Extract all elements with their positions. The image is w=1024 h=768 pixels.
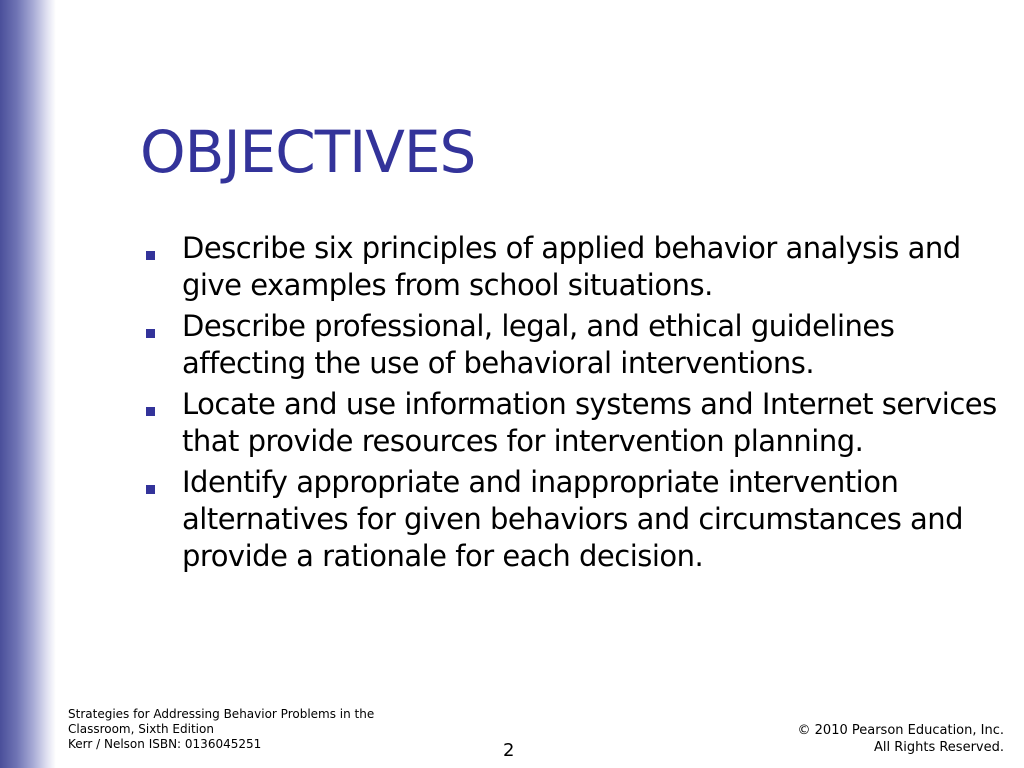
footer-book-info bbox=[68, 707, 374, 752]
objective-item-1 bbox=[140, 230, 1000, 304]
objective-item-4 bbox=[140, 464, 1000, 575]
slide-title: OBJECTIVES bbox=[140, 118, 476, 186]
square-bullet-icon bbox=[146, 485, 155, 494]
objective-item-3 bbox=[140, 386, 1000, 460]
page-number: 2 bbox=[503, 740, 515, 761]
footer-book-line: Classroom, Sixth Edition bbox=[68, 722, 214, 736]
square-bullet-icon bbox=[146, 329, 155, 338]
footer-copyright bbox=[798, 722, 1004, 756]
square-bullet-icon bbox=[146, 251, 155, 260]
copyright-line: © 2010 Pearson Education, Inc. bbox=[797, 723, 1004, 738]
objective-text: Describe professional, legal, and ethical guidelines affecting the use of behavioral interventions. bbox=[182, 309, 895, 380]
footer-book-line: Kerr / Nelson ISBN: 0136045251 bbox=[68, 737, 262, 751]
side-gradient-band bbox=[0, 0, 56, 768]
objective-item-2 bbox=[140, 308, 1000, 382]
square-bullet-icon bbox=[146, 407, 155, 416]
objective-text: Locate and use information systems and Internet services that provide resources for intervention planning. bbox=[182, 387, 997, 458]
objective-text: Identify appropriate and inappropriate intervention alternatives for given behaviors and circumstances and provide a rationale for each decision. bbox=[182, 465, 964, 573]
objectives-list bbox=[140, 230, 1000, 579]
footer-book-line: Strategies for Addressing Behavior Problems in the bbox=[68, 707, 375, 721]
objective-text: Describe six principles of applied behavior analysis and give examples from school situations. bbox=[182, 231, 961, 302]
rights-line: All Rights Reserved. bbox=[873, 740, 1004, 755]
